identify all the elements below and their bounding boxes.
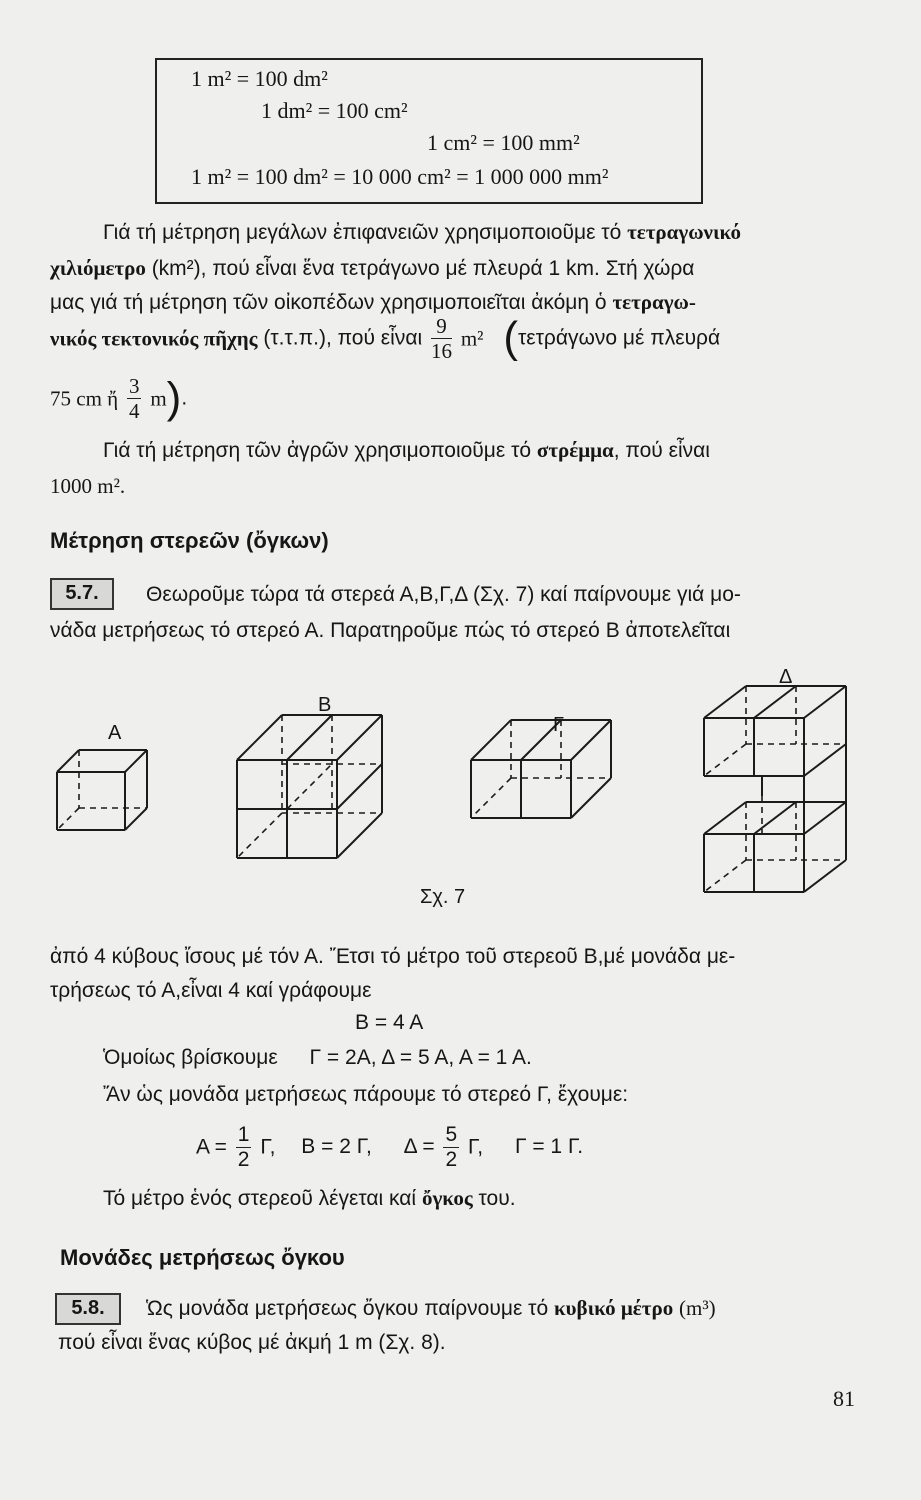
cube-g (471, 720, 611, 818)
cube-d-top (704, 686, 846, 776)
term-tekt-pichis: τετραγω- (612, 290, 696, 314)
fraction-1-2 (236, 1123, 252, 1172)
para1-text: τετράγωνο μέ πλευρά (517, 326, 721, 350)
eq-d-lhs: Δ = (403, 1135, 435, 1159)
section-number-5-7: 5.7. (50, 578, 114, 610)
para1-line2 (50, 258, 694, 279)
para1-text: 75 cm ἤ (50, 386, 119, 411)
label-g: Γ (553, 714, 565, 736)
figure-caption: Σχ. 7 (420, 886, 466, 908)
text-similarly: Ὁμοίως βρίσκουμε (103, 1046, 278, 1069)
eq-d-tail: Γ, (468, 1135, 484, 1159)
units-line-3: 1 cm² = 100 mm² (427, 130, 580, 155)
fraction-numerator: 5 (445, 1122, 458, 1146)
units-conversion-box (155, 58, 703, 204)
label-d: Δ (779, 666, 793, 688)
fraction-numerator: 3 (128, 373, 140, 398)
para1-text: μας γιά τή μέτρηση τῶν οἰκοπέδων χρησιμοποιεῖται ἀκόμη ὁ (50, 291, 607, 314)
para1-line3 (50, 292, 696, 313)
units-line-1: 1 m² = 100 dm² (191, 66, 328, 91)
term-square-km: τετραγωνικό (627, 220, 742, 244)
para2-line1 (103, 440, 710, 461)
unit-m: m (150, 386, 167, 411)
heading-solids-measurement: Μέτρηση στερεῶν (ὄγκων) (50, 528, 329, 553)
sec58-text: Ὡς μονάδα μετρήσεως ὄγκου παίρνουμε τό (146, 1297, 549, 1320)
fraction-denominator: 2 (445, 1147, 458, 1171)
text-its: του. (478, 1187, 516, 1210)
fraction-denominator: 16 (430, 338, 452, 363)
para1-line4: νικός τεκτονικός πῆχης (τ.τ.π.), πού εἶναι $\frac{9}{16}$ m² (τετράγωνο μέ πλευρά (50, 313, 721, 363)
para1-text: (τ.τ.π.), πού εἶναι (263, 326, 423, 350)
section-number-5-8: 5.8. (55, 1293, 121, 1325)
fraction-numerator: 9 (431, 314, 452, 339)
term-tekt-pichis-cont: νικός τεκτονικός πῆχης (50, 326, 258, 351)
eq-g: Γ = 1 Γ. (514, 1135, 584, 1159)
label-a: A (108, 722, 122, 744)
para1-text: Γιά τή μέτρηση μεγάλων ἐπιφανειῶν χρησιμοποιοῦμε τό (103, 221, 622, 244)
para2-text: , πού εἶναι (613, 439, 710, 462)
after-fig-line3 (103, 1047, 532, 1068)
fraction-denominator: 2 (237, 1147, 250, 1171)
term-stremma: στρέμμα (536, 438, 614, 462)
unit-m2: m² (460, 326, 484, 351)
term-kilometer: χιλιόμετρο (50, 256, 146, 280)
units-line-4: 1 m² = 100 dm² = 10 000 cm² = 1 000 000 mm² (191, 164, 609, 189)
term-volume: ὄγκος (421, 1186, 473, 1210)
equations-row-2 (196, 1120, 583, 1174)
sec58-line1 (146, 1298, 716, 1319)
term-cubic-meter: κυβικό μέτρο (553, 1296, 674, 1320)
figure-7 (0, 660, 921, 920)
para2-text: Γιά τή μέτρηση τῶν ἀγρῶν χρησιμοποιοῦμε τό (103, 439, 532, 462)
fraction-5-2 (443, 1123, 459, 1172)
after-fig-line2: τρήσεως τό Α,εἶναι 4 καί γράφουμε (50, 979, 372, 1002)
label-b: B (318, 694, 332, 716)
unit-m3: (m³) (679, 1296, 716, 1320)
after-fig-line1: ἀπό 4 κύβους ἴσους μέ τόν Α. Ἔτσι τό μέτρο τοῦ στερεοῦ Β,μέ μονάδα με- (50, 945, 736, 968)
text-measure-called: Τό μέτρο ἑνός στερεοῦ λέγεται καί (103, 1187, 417, 1210)
cube-a (57, 750, 147, 830)
sec58-line2: πού εἶναι ἕνας κύβος μέ ἀκμή 1 m (Σχ. 8). (58, 1331, 446, 1354)
para2-line2: 1000 m². (50, 474, 126, 498)
after-fig-line5 (103, 1188, 516, 1209)
cube-b (237, 715, 382, 858)
heading-volume-units: Μονάδες μετρήσεως ὄγκου (60, 1245, 345, 1270)
para1-text: (km²), πού εἶναι ἕνα τετράγωνο μέ πλευρά 1 km. Στή χώρα (151, 257, 695, 280)
solids-diagram (0, 660, 921, 920)
eq-a-lhs: Α = (196, 1135, 227, 1159)
para1-line1 (103, 222, 741, 243)
fraction-numerator: 1 (237, 1122, 250, 1146)
sec57-line2: νάδα μετρήσεως τό στερεό Α. Παρατηροῦμε πώς τό στερεό Β ἀποτελεῖται (50, 619, 731, 642)
fraction-9-16 (431, 314, 452, 363)
fraction-3-4 (127, 374, 142, 423)
cube-d-bottom (704, 802, 846, 892)
fraction-denominator: 4 (128, 398, 140, 423)
equation-b-4a: Β = 4 Α (355, 1011, 424, 1034)
eq-a-tail: Γ, (260, 1135, 276, 1159)
para1-line5: 75 cm ἤ $\frac{3}{4}$ m). (50, 373, 188, 423)
eq-b: Β = 2 Γ, (301, 1135, 372, 1159)
after-fig-line4: Ἄν ὡς μονάδα μετρήσεως πάρουμε τό στερεό Γ, ἔχουμε: (103, 1083, 629, 1106)
equations-row-1: Γ = 2Α, Δ = 5 Α, Α = 1 Α. (309, 1046, 532, 1069)
page-number: 81 (833, 1386, 855, 1411)
sec57-line1: Θεωροῦμε τώρα τά στερεά Α,Β,Γ,Δ (Σχ. 7) καί παίρνουμε γιά μο- (146, 583, 741, 606)
units-line-2: 1 dm² = 100 cm² (261, 98, 408, 123)
